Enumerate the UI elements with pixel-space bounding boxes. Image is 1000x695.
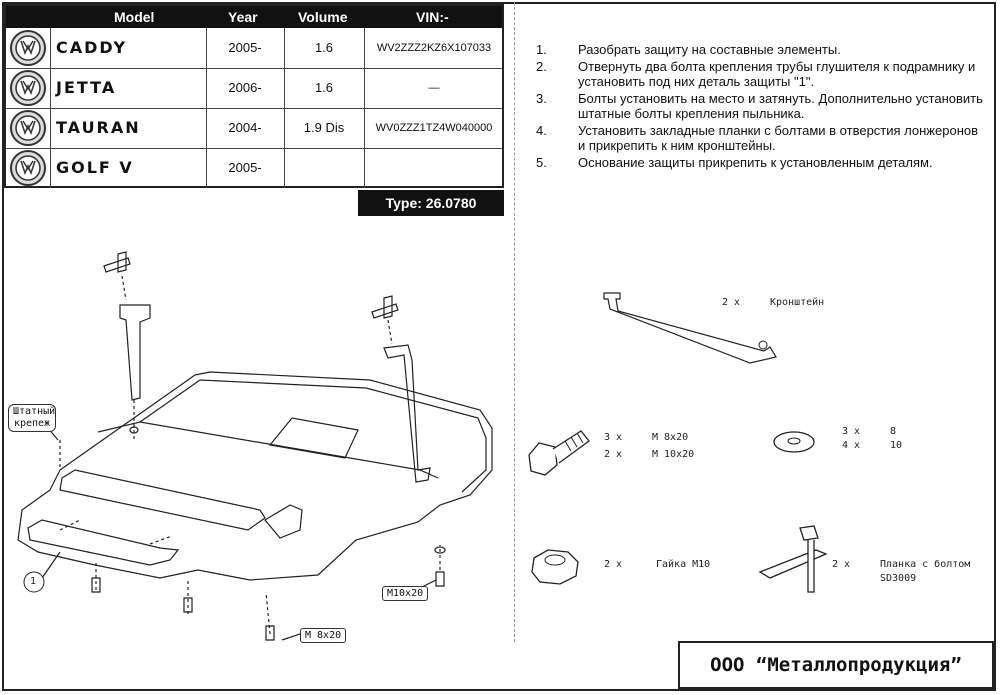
header-model: Model [114, 9, 155, 25]
plate-name: Планка с болтом [880, 559, 971, 570]
bracket-name: Кронштейн [770, 297, 825, 308]
skid-plate-ridge [60, 470, 265, 530]
instruction-step [526, 91, 986, 121]
plate-part-icon [756, 522, 836, 598]
model-cell: GOLF V [56, 158, 134, 177]
washer-size-2: 10 [890, 440, 903, 451]
step-text: Болты установить на место и затянуть. Дополнительно установить штатные болты крепления пыльника. [578, 91, 983, 121]
step-number: 5. [536, 155, 547, 170]
leader-line [282, 634, 300, 640]
nut-part-icon [526, 546, 586, 590]
step-text: Установить закладные планки с болтами в отверстия лонжеронов и прикрепить к ним кронштейны. [578, 123, 979, 153]
fastener-top-right [372, 296, 398, 318]
header-vin: VIN:- [416, 9, 449, 25]
leader-line [42, 552, 60, 578]
bracket-part-drawing [600, 285, 780, 365]
header-year: Year [228, 9, 258, 25]
year-cell: 2005- [228, 40, 262, 55]
part-1-tab [265, 505, 302, 538]
plate-qty: 2 x [832, 559, 851, 570]
bracket-qty: 2 x [722, 297, 741, 308]
company-name: ООО “Металлопродукция” [678, 641, 994, 689]
instruction-step [526, 42, 986, 57]
skid-plate-ridge [98, 422, 438, 478]
fastener-top-left [104, 252, 130, 272]
vin-cell: WV0ZZZ1TZ4W040000 [375, 122, 493, 134]
washer-part-icon [770, 428, 820, 458]
bracket-right [384, 345, 430, 482]
vin-cell: WV2ZZZ2KZ6X107033 [376, 42, 492, 54]
step-number: 2. [536, 59, 547, 74]
bolt-size-2: M 10x20 [652, 449, 695, 460]
type-label: Type: 26.0780 [358, 190, 504, 216]
header-volume: Volume [298, 9, 348, 25]
washer-size-1: 8 [890, 426, 897, 437]
model-cell: JETTA [56, 78, 117, 97]
skid-plate-fold [140, 380, 486, 492]
washer-qty-2: 4 x [842, 440, 861, 451]
part-1 [28, 520, 178, 565]
section-divider [514, 2, 515, 642]
year-cell: 2004- [228, 120, 262, 135]
year-cell: 2005- [228, 160, 262, 175]
model-cell: CADDY [56, 38, 128, 57]
bolt-qty-2: 2 x [604, 449, 623, 460]
plate-code: SD3009 [880, 573, 917, 584]
year-cell: 2006- [228, 80, 262, 95]
vin-cell: — [428, 82, 440, 94]
step-number: 4. [536, 123, 547, 138]
instruction-step [526, 123, 986, 153]
bolt [436, 572, 444, 586]
washer-qty-1: 3 x [842, 426, 861, 437]
instruction-step [526, 155, 986, 170]
bolt-qty-1: 3 x [604, 432, 623, 443]
stock-fastener-callout: Штатный крепеж [8, 404, 56, 432]
nut-qty: 2 x [604, 559, 623, 570]
bolt-size-1: M 8x20 [652, 432, 689, 443]
nut-name: Гайка M10 [656, 559, 711, 570]
volume-cell: 1.6 [314, 40, 334, 55]
step-text: Разобрать защиту на составные элементы. [578, 42, 841, 57]
step-text: Основание защиты прикрепить к установленным деталям. [578, 155, 933, 170]
step-text: Отвернуть два болта крепления трубы глушителя к подрамнику и установить под них деталь защиты "1". [578, 59, 976, 89]
step-number: 3. [536, 91, 547, 106]
model-cell: TAURAN [56, 118, 141, 137]
instruction-step [526, 59, 986, 89]
volume-cell: 1.9 Dis [303, 120, 345, 135]
instruction-list [526, 42, 986, 172]
step-number: 1. [536, 42, 547, 57]
bracket-left [120, 305, 150, 400]
bolt-m10-callout: M10x20 [382, 586, 428, 601]
bolt-part-icon [525, 425, 595, 485]
assembly-line [60, 520, 172, 544]
bolt-m8-callout: M 8x20 [300, 628, 346, 643]
volume-cell: 1.6 [314, 80, 334, 95]
part-number-label: 1 [30, 576, 37, 587]
